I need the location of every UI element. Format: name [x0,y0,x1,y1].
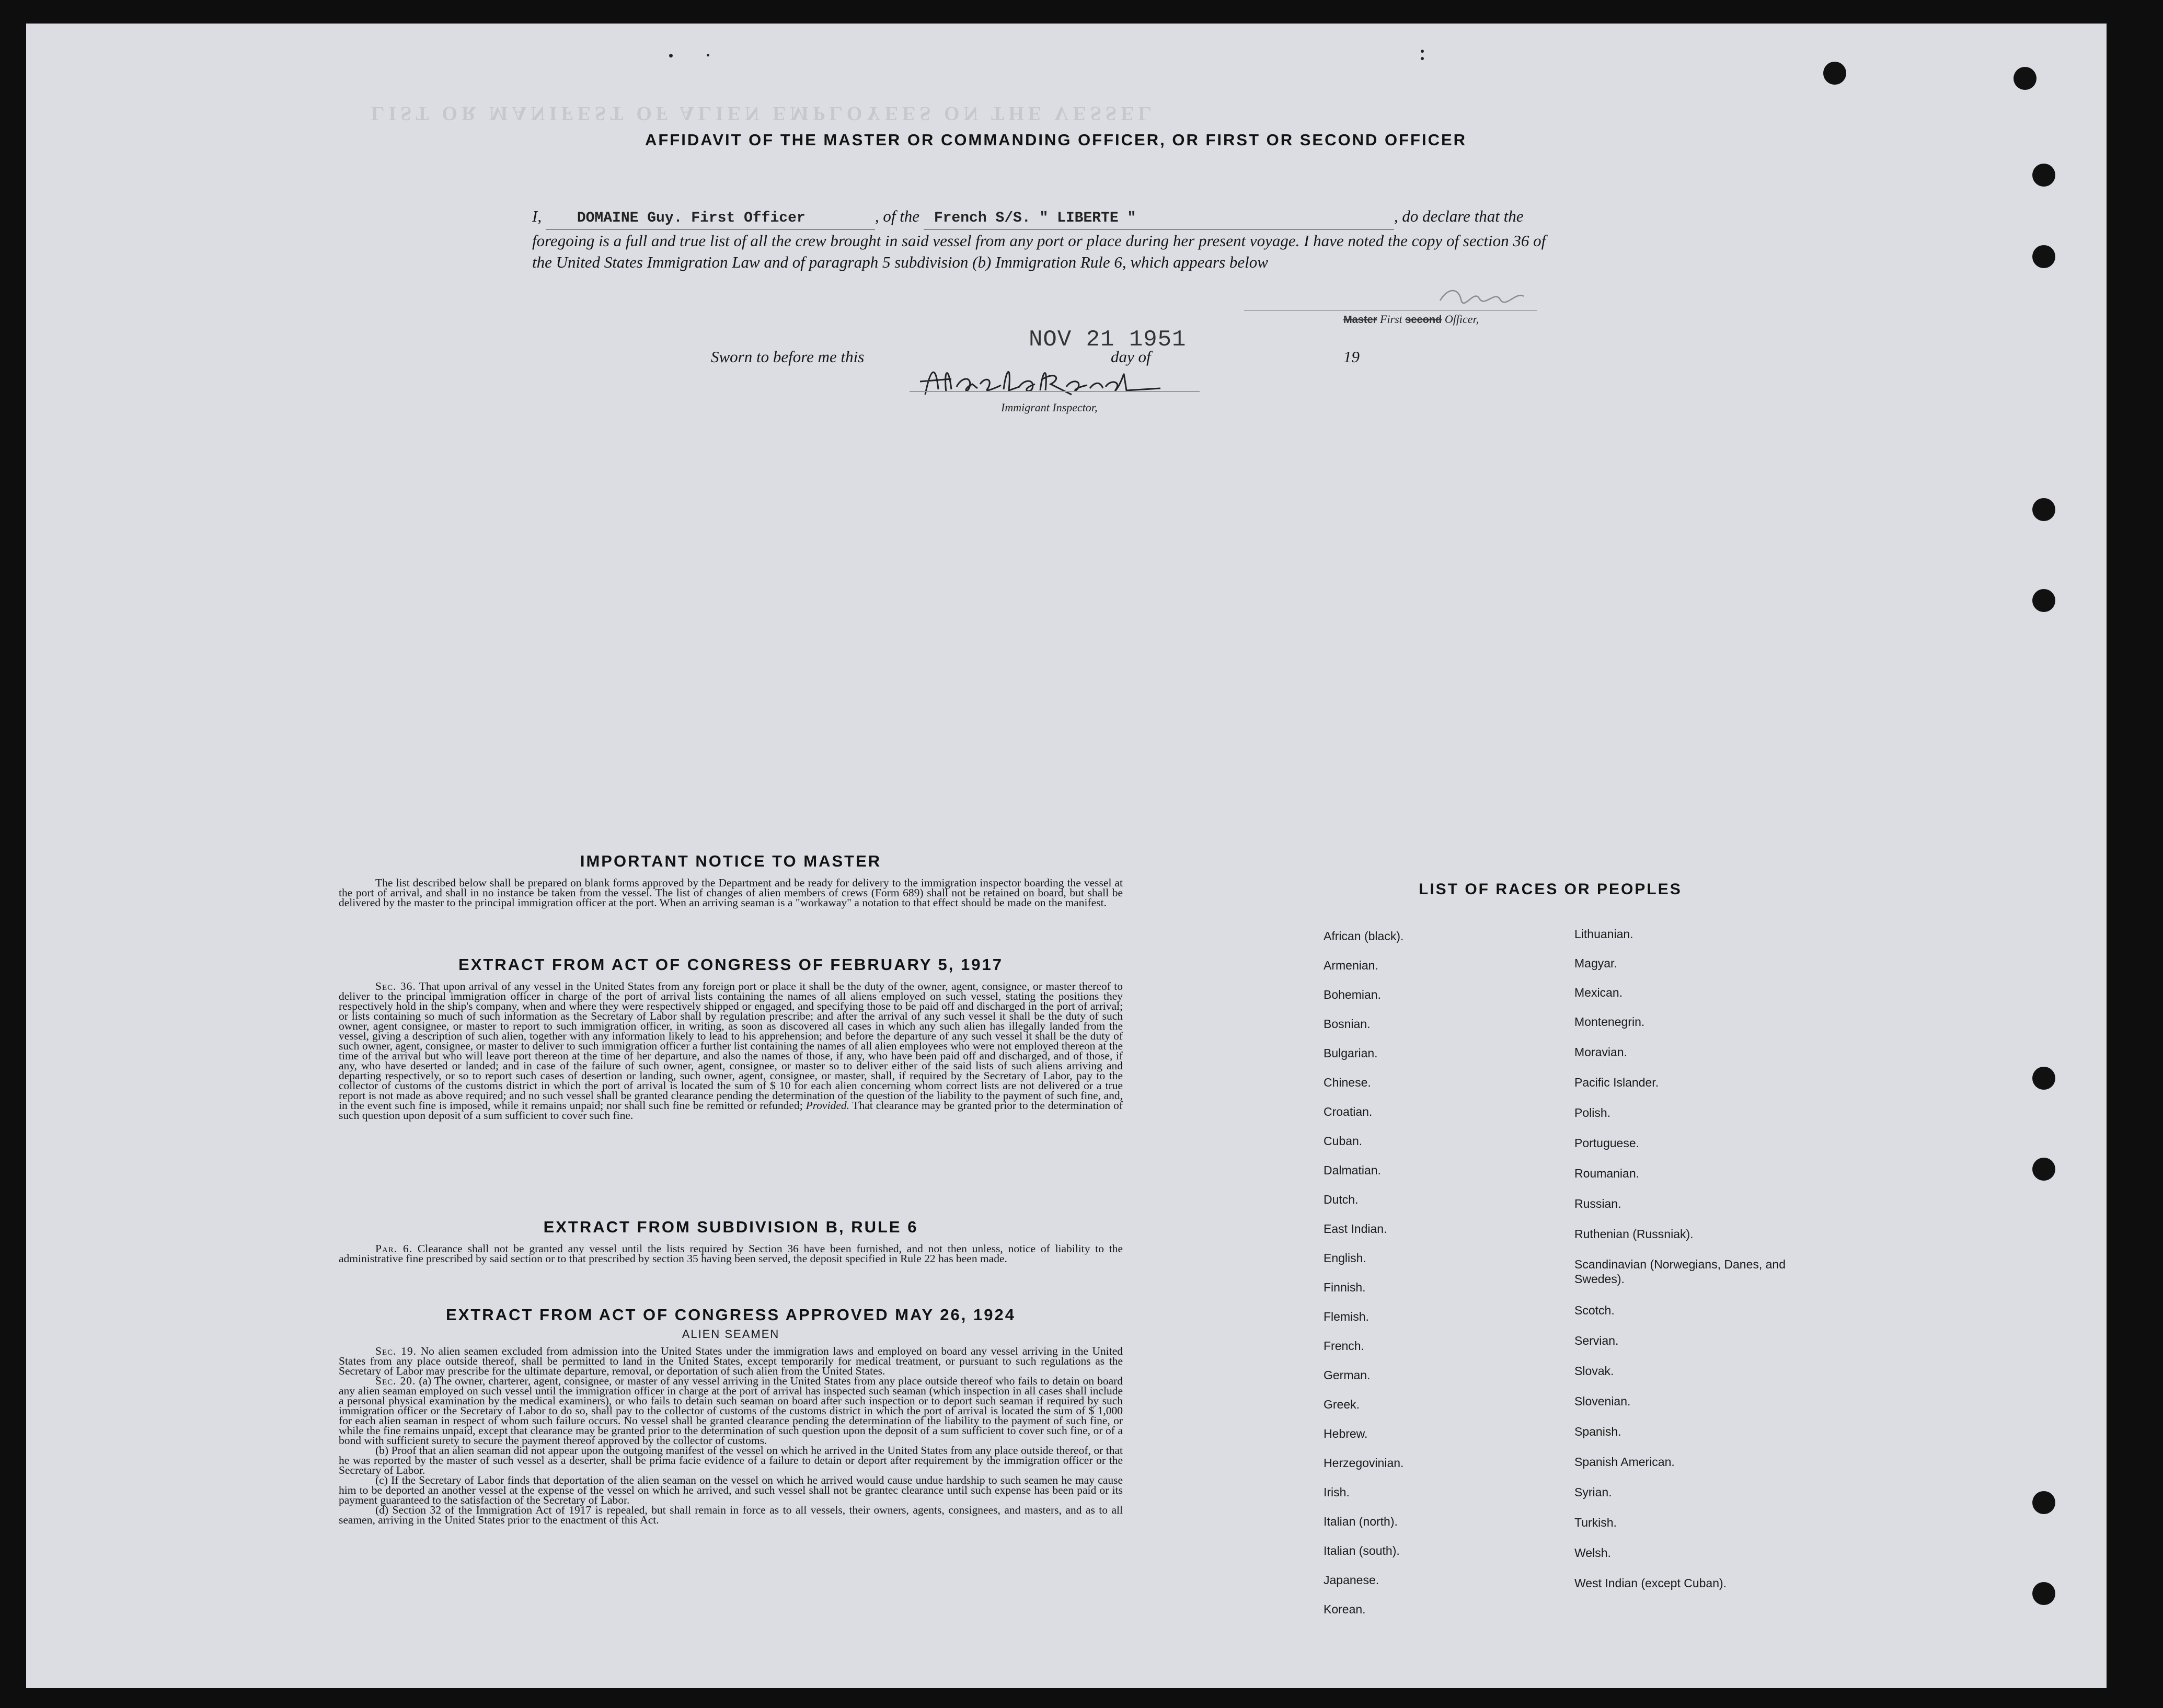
label-first: First [1379,313,1402,326]
label-officer: Officer, [1444,313,1479,326]
race-item: Italian (north). [1324,1515,1398,1528]
scan-speck [707,54,709,56]
scan-speck [669,54,673,57]
race-item: Italian (south). [1324,1544,1400,1557]
binder-hole [2032,1067,2055,1090]
paragraph-6-label: Par. 6. [375,1242,413,1255]
paragraph-6-text [339,1244,1123,1264]
race-item: Irish. [1324,1485,1350,1499]
race-item: Moravian. [1574,1045,1627,1059]
race-item: Japanese. [1324,1573,1379,1587]
race-item: Spanish American. [1574,1455,1675,1469]
race-item: Flemish. [1324,1310,1369,1323]
extract-1917-title: EXTRACT FROM ACT OF CONGRESS OF FEBRUARY 5, 1917 [458,955,1003,974]
officer-signature-line [1244,310,1537,311]
race-item: Roumanian. [1574,1167,1640,1180]
section-20a-body: (a) The owner, charterer, agent, consignee, or master of any vessel arriving in the United States from any place outside thereof who fails to detain on board any alien seaman employed on such vessel until the immigration officer in charge at the port of arrival has inspected such seaman (which inspection in all cases shall include a personal physical examination by the medical examiners), or who fails to detain such seaman on board after such inspection or to deport such seaman if required by such immigration officer or the Secretary of Labor to do so, shall pay to the collector of customs of the customs district in which the port of arrival is located the sum of $ 1,000 for each alien seaman in respect of whom such failure occurs. No vessel shall be granted clearance pending the determination of the liability to the payment of such fine, or while the fine remains unpaid, except that clearance may be granted prior to the determination of such question upon the deposit of a sum sufficient to cover such fine, or of a bond with sufficient surety to secure the payment thereof approved by the collector of customs. [339,1375,1123,1447]
race-item: Bosnian. [1324,1017,1371,1031]
section-20d-text: (d) Section 32 of the Immigration Act of 1917 is repealed, but shall remain in force as to all vessels, their owners, agents, consignees, and masters, and as to all seamen, arriving in the United States prior to the enactment of this Act. [339,1504,1123,1526]
race-item: East Indian. [1324,1222,1387,1236]
race-item: Servian. [1574,1334,1619,1347]
declaration-body: that the foregoing is a full and true list of all the crew brought in said vessel from any port or place during her present voyage. I have noted the copy of section 36 of the United States Immigration Law and of paragraph 5 subdivision (b) Immigration Rule 6, which appears below [532,207,1546,271]
race-item: Armenian. [1324,959,1378,972]
race-item: English. [1324,1251,1366,1265]
section-36-text [339,982,1123,1121]
race-item: Montenegrin. [1574,1015,1645,1029]
section-19-label: Sec. 19. [375,1345,417,1357]
rule-6-title: EXTRACT FROM SUBDIVISION B, RULE 6 [543,1218,918,1236]
race-item: Bohemian. [1324,988,1381,1001]
binder-hole [2032,589,2055,612]
alien-seamen-subtitle: ALIEN SEAMEN [682,1328,780,1341]
binder-hole [2032,1158,2055,1181]
inspector-label: Immigrant Inspector, [1001,401,1098,414]
binder-hole [2032,1491,2055,1514]
race-item: Scandinavian (Norwegians, Danes, and Swedes). [1574,1257,1786,1286]
section-19-body: No alien seamen excluded from admission into the United States under the immigration laws and employed on board any vessel arriving in the United States from any place outside thereof, shall be permitted to land in the United States, except temporarily for medical treatment, or pursuant to such regulations as the Secretary of Labor may prescribe for the ultimate departure, removal, or deportation of such alien from the United States. [339,1345,1123,1377]
race-item: Cuban. [1324,1134,1363,1148]
race-item: Ruthenian (Russniak). [1574,1227,1694,1241]
section-19-text [339,1346,1123,1376]
race-item: Dutch. [1324,1193,1359,1206]
race-item: French. [1324,1339,1364,1353]
race-item: Syrian. [1574,1485,1612,1499]
vessel-name: French S/S. " LIBERTE " [934,210,1136,226]
binder-hole [2032,1582,2055,1605]
notice-text: The list described below shall be prepared on blank forms approved by the Department and be ready for delivery to the immigration inspector boarding the vessel at the port of arrival, and shall in no instance be taken from the vessel. The list of changes of alien members of crews (Form 689) shall not be retained on board, but shall be delivered by the master to the principal immigration officer at the port. When an arriving seaman is a "workaway" a notation to that effect should be made on the manifest. [339,876,1123,909]
race-item: Herzegovinian. [1324,1456,1404,1470]
races-title: LIST OF RACES OR PEOPLES [1419,881,1682,898]
scan-speck [1421,50,1424,53]
binder-hole [2032,164,2055,187]
race-item: Greek. [1324,1398,1360,1411]
declaration-i: I, [532,207,542,225]
race-item: Russian. [1574,1197,1621,1210]
section-20-label: Sec. 20. [375,1375,416,1387]
extract-1924-title: EXTRACT FROM ACT OF CONGRESS APPROVED MAY 26, 1924 [446,1306,1016,1324]
race-item: Chinese. [1324,1076,1371,1089]
document-page [26,24,2107,1688]
extract-rule-6 [339,1218,1123,1264]
affidavit-title: AFFIDAVIT OF THE MASTER OR COMMANDING OFFICER, OR FIRST OR SECOND OFFICER [645,131,1467,149]
binder-hole [1823,62,1846,85]
struck-master: Master [1343,314,1377,326]
extract-1924 [339,1306,1123,1525]
scan-speck [1421,57,1424,60]
section-20c-text: (c) If the Secretary of Labor finds that deportation of the alien seaman on the vessel on which he arrived would cause undue hardship to such seamen he may cause him to be deported an another vessel at the expense of the vessel on which he arrived, and such vessel shall not be grantec clearance until such expense has been paid or its payment guaranteed to the satisfaction of the Secretary of Labor. [339,1474,1123,1506]
extract-1917 [339,955,1123,1121]
race-item: Hebrew. [1324,1427,1368,1440]
binder-hole [2032,498,2055,521]
paragraph-6-body: Clearance shall not be granted any vessel until the lists required by Section 36 have been furnished, and not then unless, notice of liability to the administrative fine prescribed by said section or to that prescribed by section 35 having been served, the deposit specified in Rule 22 has been made. [339,1242,1123,1265]
race-item: Pacific Islander. [1574,1076,1659,1089]
race-item: Welsh. [1574,1546,1611,1560]
section-36-label: Sec. 36. [375,980,416,993]
bleed-through-text: LIST OR MANIFEST OF ALIEN EMPLOYEES ON THE VESSEL [371,102,1156,124]
race-item: Polish. [1574,1106,1611,1120]
notice-title: IMPORTANT NOTICE TO MASTER [580,852,882,870]
year-prefix: 19 [1343,348,1360,366]
of-the-text: , of the [875,207,920,225]
inspector-signature-line [910,391,1200,392]
race-item: Dalmatian. [1324,1163,1381,1177]
section-36-end: That clearance may be granted prior to the determination of such question upon deposit of a sum sufficient to cover such fine. [339,1099,1123,1122]
officer-signature [1437,285,1526,306]
binder-hole [2032,245,2055,268]
race-item: Portuguese. [1574,1136,1640,1150]
race-item: Croatian. [1324,1105,1373,1118]
date-stamp: NOV 21 1951 [1029,327,1187,353]
officer-name: DOMAINE Guy. First Officer [577,210,806,226]
race-item: Korean. [1324,1602,1366,1616]
race-item: Finnish. [1324,1280,1366,1294]
declaration-paragraph [532,205,1551,273]
inspector-signature [915,358,1197,400]
race-item: African (black). [1324,929,1404,943]
do-declare-text: , do declare [1394,207,1470,225]
race-item: Slovenian. [1574,1394,1631,1408]
race-item: Bulgarian. [1324,1046,1378,1060]
race-item: Mexican. [1574,986,1623,999]
section-36-body: That upon arrival of any vessel in the United States from any foreign port or place it shall be the duty of the owner, agent, consignee, or master thereof to deliver to the principal immigration officer in charge of the port of arrival lists containing the names of all aliens employed on such vessel, stating the positions they respectively hold in the ship's company, when and where they were respectively shipped or engaged, and specifying those to be paid off and discharged in the port of arrival; or lists containing so much of such information as the Secretary of Labor shall by regulation prescribe; and after the arrival of any such vessel it shall be the duty of such owner, agent consignee, or master to report to such immigration officer, in writing, as soon as discovered all cases in which any such alien has illegally landed from the vessel, giving a description of such alien, together with any information likely to lead to his apprehension; and before the departure of any such vessel it shall be the duty of such owner, agent, consignee, or master to deliver to such immigration officer a further list containing the names of all alien employees who were not employed thereon at the time of the arrival but who will leave port thereon at the time of her departure, and also the names of those, if any, who have been paid off and discharged, and of those, if any, who have deserted or landed; and in case of the failure of such owner, agent, consignee, or master so to deliver either of the said lists of such aliens arriving and departing respectively, or so to report such cases of desertion or landing, such owner, agent, consignee, or master, shall, if required by the Secretary of Labor, pay to the collector of customs of the customs district in which the port of arrival is located the sum of $ 10 for each alien concerning whom correct lists are not delivered or a true report is not made as above required; and no such vessel shall be granted clearance pending the determination of the question of the liability to the payment of such fine, and, in the event such fine is imposed, while it remains unpaid; nor shall such fine be remitted or refunded; [339,980,1123,1112]
struck-second: second [1405,314,1442,326]
name-field [546,205,875,230]
race-item: West Indian (except Cuban). [1574,1576,1727,1590]
sworn-text: Sworn to before me this [711,348,865,366]
section-20b-text: (b) Proof that an alien seaman did not appear upon the outgoing manifest of the vessel on which he arrived in the United States from any place outside thereof, or that he was reported by the master of such vessel as a deserter, shall be prima facie evidence of a failure to detain or deport after requirement by the immigration officer or the Secretary of Labor. [339,1444,1123,1476]
race-item: Slovak. [1574,1364,1614,1378]
race-item: Turkish. [1574,1516,1617,1529]
race-item: Magyar. [1574,956,1617,970]
race-item: German. [1324,1368,1371,1382]
important-notice [339,852,1123,908]
provided-word: Provided. [806,1099,849,1112]
race-item: Lithuanian. [1574,927,1633,941]
vessel-field [924,205,1394,230]
section-20a-text [339,1376,1123,1446]
binder-hole [2014,67,2037,90]
officer-label [1343,313,1479,326]
day-of-text: day of [1111,348,1151,366]
race-item: Scotch. [1574,1303,1615,1317]
race-item: Spanish. [1574,1425,1621,1438]
